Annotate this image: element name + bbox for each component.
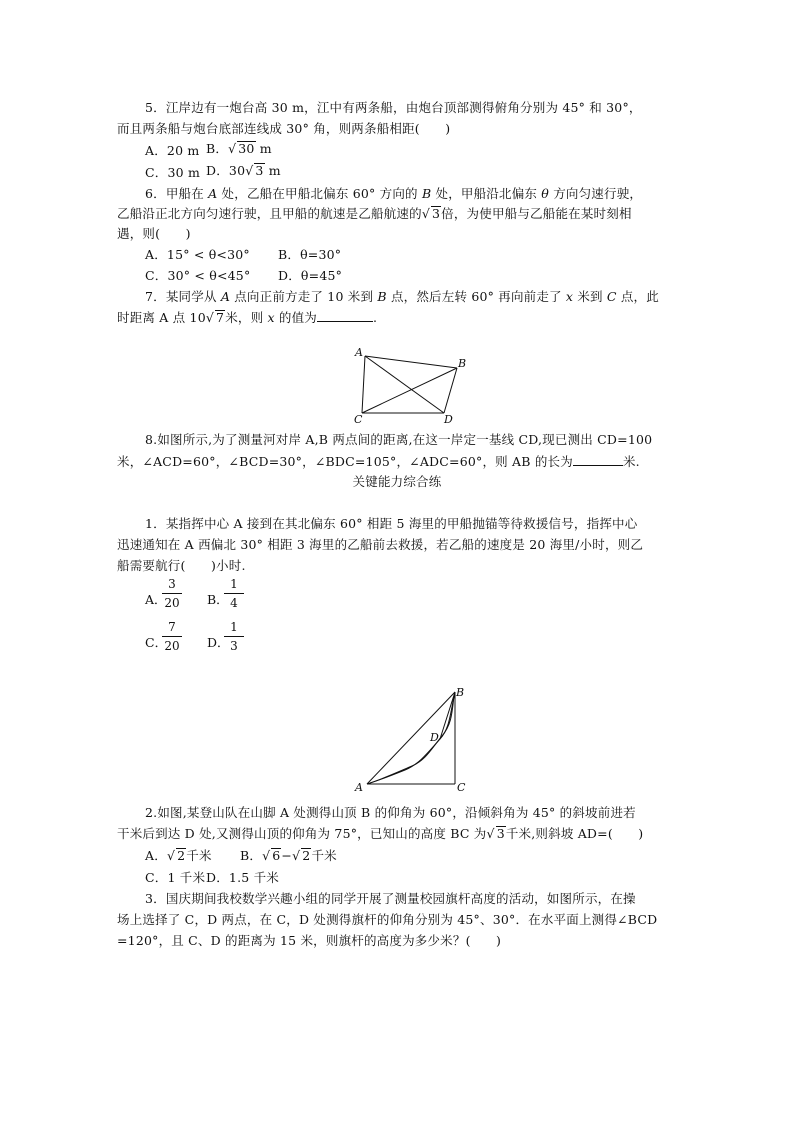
p1-line2: 迅速通知在 A 西偏北 30° 相距 3 海里的乙船前去救援，若乙船的速度是 20 海里/小时，则乙 (117, 537, 644, 552)
figure-quadrilateral (350, 344, 470, 426)
p1-option-a-label: A． (145, 592, 167, 607)
p2-option-b: B．√ 6−√ 2千米 (240, 848, 337, 863)
q6-line2: 乙船沿正北方向匀速行驶，且甲船的航速是乙船航速的√ 3倍，为使甲船与乙船能在某时刻相 (117, 206, 632, 221)
p1-option-d-fraction: 1 3 (224, 620, 244, 653)
p2-line1: 2.如图,某登山队在山脚 A 处测得山顶 B 的仰角为 60°，沿倾斜角为 45° 的斜坡前进若 (145, 805, 636, 820)
p1-line1: 1．某指挥中心 A 接到在其北偏东 60° 相距 5 海里的甲船抛锚等待救援信号，指挥中心 (145, 516, 638, 531)
p1-line3: 船需要航行( )小时. (117, 558, 246, 573)
fig2-label-c: C (457, 781, 466, 794)
fig1-label-c: C (354, 413, 363, 426)
q7-answer-blank (317, 309, 373, 322)
q7-line2: 时距离 A 点 10√ 7米，则 x 的值为 . (117, 310, 378, 325)
q8-line2: 米，∠ACD=60°，∠BCD=30°，∠BDC=105°，∠ADC=60°，则 AB 的长为 米. (117, 454, 640, 469)
p1-option-b-label: B． (207, 592, 229, 607)
q6-option-c: C．30° < θ<45° (145, 268, 251, 283)
q5-line1: 5．江岸边有一炮台高 30 m，江中有两条船，由炮台顶部测得俯角分别为 45° 和 30°， (145, 100, 642, 115)
p3-line3: =120°，且 C、D 的距离为 15 米，则旗杆的高度为多少米？( ) (117, 933, 502, 948)
q6-line1: 6．甲船在 A 处，乙船在甲船北偏东 60° 方向的 B 处，甲船沿北偏东 θ 方向匀速行驶， (145, 186, 643, 201)
q5-option-d: D．30√ 3 m (206, 163, 281, 178)
q5-option-a: A．20 m (145, 143, 200, 158)
p2-line2: 干米后到达 D 处,又测得山顶的仰角为 75°，已知山的高度 BC 为√ 3千米,则斜坡 AD=( ) (117, 826, 644, 841)
p1-option-c-label: C． (145, 635, 168, 650)
section-title: 关键能力综合练 (352, 474, 442, 489)
figure-mountain-slope (350, 684, 475, 796)
q5-line2: 而且两条船与炮台底部连线成 30° 角，则两条船相距( ) (117, 121, 451, 136)
fig1-label-d: D (444, 413, 453, 426)
fig1-label-b: B (458, 357, 467, 370)
fig2-label-b: B (456, 686, 465, 699)
p1-option-b-fraction: 1 4 (224, 577, 244, 610)
p3-line1: 3．国庆期间我校数学兴趣小组的同学开展了测量校园旗杆高度的活动，如图所示，在操 (145, 891, 636, 906)
q8-line1: 8.如图所示,为了测量河对岸 A,B 两点间的距离,在这一岸定一基线 CD,现已测出 CD=100 (145, 432, 653, 447)
fig2-label-d: D (430, 731, 439, 744)
p1-option-a-fraction: 3 20 (162, 577, 182, 610)
p3-line2: 场上选择了 C，D 两点，在 C，D 处测得旗杆的仰角分别为 45°、30°．在水平面上测得∠BCD (117, 912, 658, 927)
p2-option-a: A．√ 2千米 (145, 848, 212, 863)
p1-option-d-label: D． (207, 635, 230, 650)
q5-option-c: C．30 m (145, 165, 200, 180)
p1-option-c-fraction: 7 20 (162, 620, 182, 653)
q8-answer-blank (573, 453, 623, 466)
fig1-label-a: A (355, 346, 363, 359)
fig2-label-a: A (355, 781, 363, 794)
q7-line1: 7．某同学从 A 点向正前方走了 10 米到 B 点，然后左转 60° 再向前走了 x 米到 C 点，此 (145, 289, 659, 304)
p2-option-d: D．1.5 千米 (206, 870, 279, 885)
q6-line3: 遇，则( ) (117, 226, 191, 241)
q6-option-d: D．θ=45° (278, 268, 343, 283)
p2-option-c: C．1 千米 (145, 870, 206, 885)
q5-option-b: B．√ 30 m (206, 141, 272, 156)
q6-option-b: B．θ=30° (278, 247, 342, 262)
q6-option-a: A．15° < θ<30° (145, 247, 250, 262)
